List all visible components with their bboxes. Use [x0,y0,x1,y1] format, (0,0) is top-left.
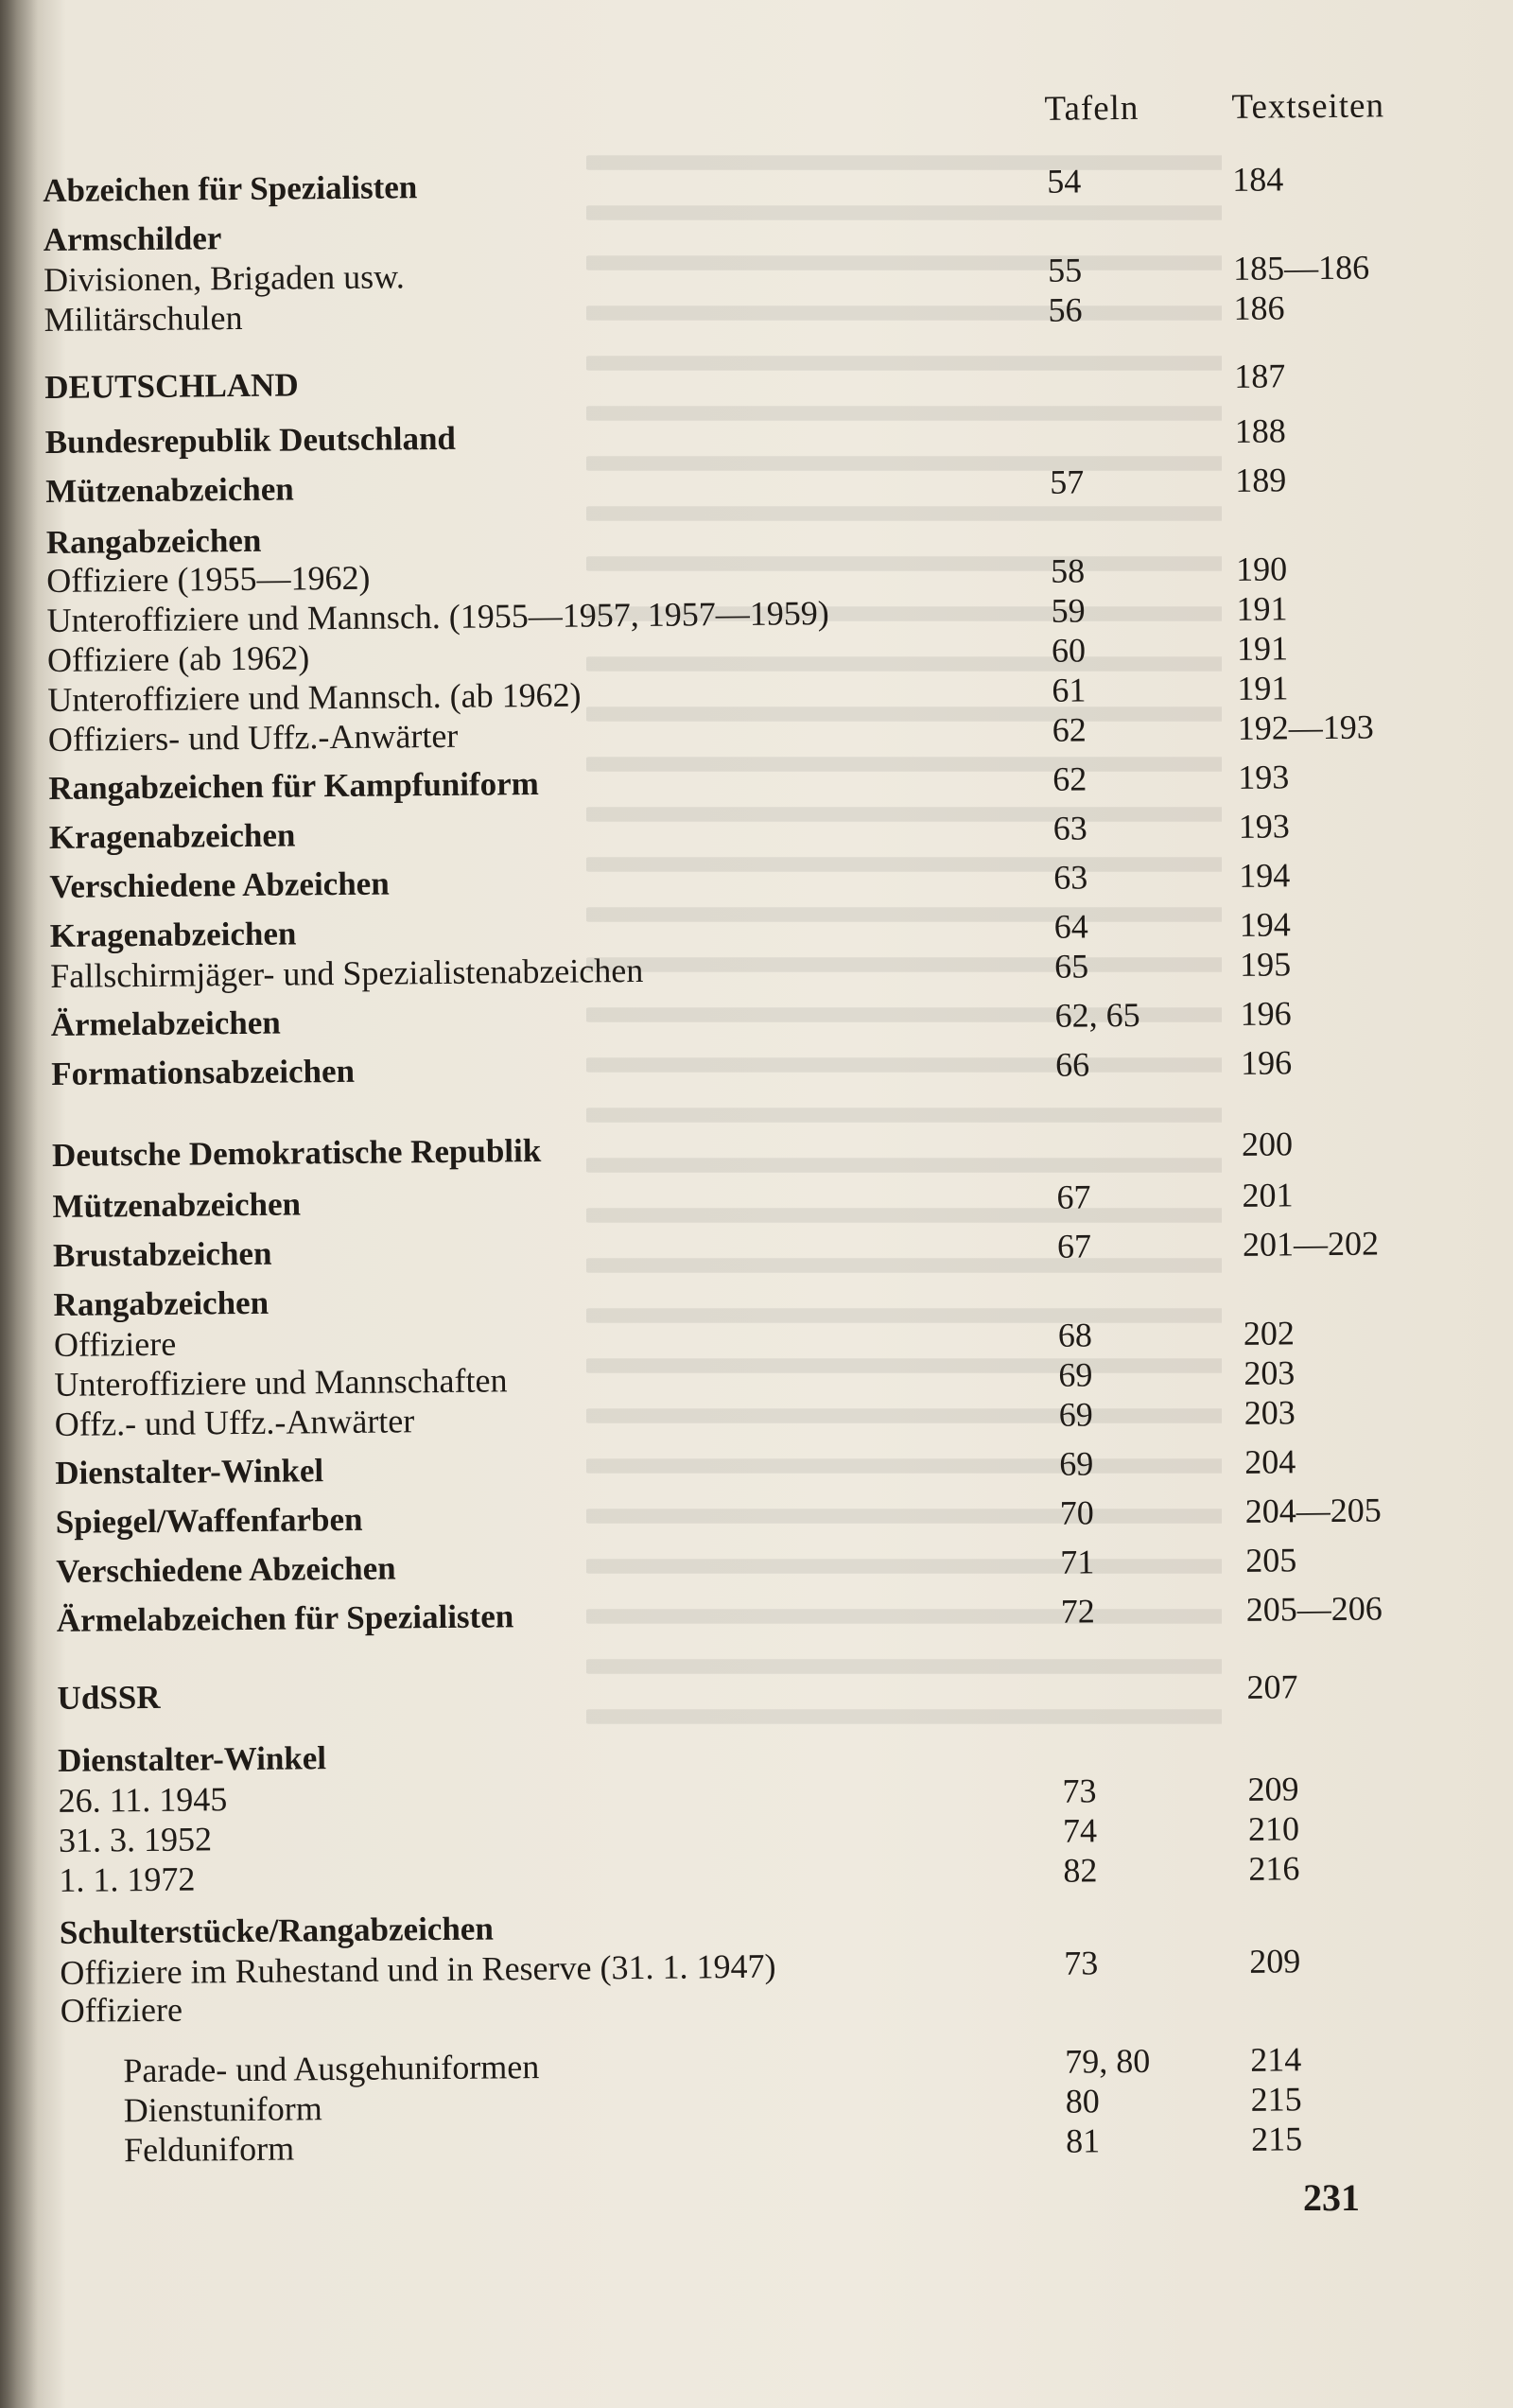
entry-textseiten: 202 [1243,1314,1296,1352]
entry-label: 31. 3. 1952 [58,1820,213,1859]
entry-label: Kragenabzeichen [48,816,296,856]
entry-label: Mützenabzeichen [52,1185,302,1225]
entry-label: Ärmelabzeichen für Spezialisten [56,1597,514,1639]
entry-textseiten: 215 [1250,2120,1303,2158]
entry-tafeln: 66 [1054,1045,1090,1084]
index-entry [56,1538,1436,1593]
entry-textseiten: 191 [1236,629,1289,668]
book-gutter-shadow [0,0,38,2408]
entry-textseiten: 189 [1235,461,1287,499]
entry-label: Offiziere (1955—1962) [46,558,371,600]
entry-tafeln: 69 [1058,1395,1093,1434]
entry-textseiten: 204 [1244,1442,1296,1481]
column-header-textseiten: Textseiten [1231,86,1385,127]
entry-label: Kragenabzeichen [49,915,297,954]
entry-tafeln: 70 [1059,1493,1094,1532]
entry-tafeln: 62 [1052,759,1087,798]
index-entry [48,755,1429,810]
entry-textseiten: 191 [1236,589,1288,628]
entry-textseiten: 209 [1247,1770,1299,1808]
index-entry [49,804,1430,859]
entry-textseiten: 188 [1234,411,1286,450]
index-entry [55,1440,1435,1494]
entry-label: Parade- und Ausgehuniformen [123,2048,540,2090]
entry-textseiten: 201 [1242,1176,1294,1214]
entry-label: Ärmelabzeichen [50,1003,281,1043]
entry-label: Offiziere (ab 1962) [46,638,310,679]
entry-label: DEUTSCHLAND [44,366,299,406]
index-entry [51,991,1432,1046]
entry-textseiten: 204—205 [1244,1491,1382,1530]
entry-label: Divisionen, Brigaden usw. [43,257,405,299]
entry-label: Offiziers- und Uffz.-Anwärter [47,716,459,759]
entry-tafeln: 55 [1047,251,1083,289]
entry-textseiten: 201—202 [1242,1224,1380,1264]
index-entry [44,354,1425,409]
index-entry [51,1040,1432,1095]
entry-label: 26. 11. 1945 [58,1780,228,1820]
entry-tafeln: 62 [1052,710,1087,749]
entry-label: Rangabzeichen für Kampfuniform [48,764,540,807]
entry-label: Abzeichen für Spezialisten [43,168,418,209]
entry-tafeln: 58 [1050,551,1086,590]
entry-label: Dienstalter-Winkel [55,1452,324,1492]
entry-tafeln: 62, 65 [1054,995,1140,1035]
entry-label: Offiziere im Ruhestand und in Reserve (31. 1. 1947) [60,1946,776,1992]
entry-textseiten: 203 [1243,1353,1296,1392]
index-content [42,53,1443,2279]
entry-textseiten: 186 [1233,288,1285,327]
entry-textseiten: 209 [1249,1942,1301,1980]
entry-label: Bundesrepublik Deutschland [44,419,457,461]
entry-tafeln: 74 [1062,1811,1098,1850]
entry-tafeln: 63 [1053,858,1088,897]
index-entry [53,1222,1434,1277]
index-entry [43,157,1423,212]
entry-label: Unteroffiziere und Mannschaften [54,1361,508,1404]
entry-textseiten: 215 [1250,2080,1302,2119]
index-entry [57,1587,1437,1642]
entry-textseiten: 207 [1246,1667,1298,1706]
entry-label: Offiziere [53,1324,177,1364]
index-entry [45,409,1426,463]
entry-textseiten: 193 [1238,758,1290,796]
entry-label: 1. 1. 1972 [59,1859,196,1899]
entry-label: Rangabzeichen [53,1283,270,1323]
entry-textseiten: 185—186 [1232,248,1370,288]
entry-tafeln: 63 [1052,809,1087,847]
entry-tafeln: 69 [1059,1444,1094,1483]
entry-label: Formationsabzeichen [51,1052,356,1092]
entry-label: Verschiedene Abzeichen [49,864,390,905]
entry-tafeln: 65 [1053,947,1089,986]
entry-tafeln: 54 [1047,162,1082,201]
entry-tafeln: 69 [1058,1355,1093,1394]
entry-tafeln: 71 [1060,1543,1095,1581]
entry-label: Felduniform [123,2129,295,2170]
entry-label: Dienstalter-Winkel [58,1739,327,1779]
entry-textseiten: 193 [1238,807,1290,846]
entry-tafeln: 59 [1051,591,1086,630]
index-entry [52,1122,1433,1177]
entry-textseiten: 205 [1245,1541,1297,1579]
index-entry [57,1665,1437,1719]
page-number: 231 [1303,2176,1360,2219]
entry-tafeln: 79, 80 [1065,2041,1151,2081]
entry-tafeln: 82 [1063,1851,1098,1890]
entry-tafeln: 72 [1060,1592,1095,1631]
entry-tafeln: 68 [1057,1316,1093,1354]
entry-label: Offiziere [60,1990,183,2030]
entry-textseiten: 200 [1241,1125,1294,1163]
entry-textseiten: 194 [1239,856,1291,895]
entry-label: Fallschirmjäger- und Spezialistenabzeichen [50,951,644,995]
entry-label: Mützenabzeichen [45,470,294,510]
entry-tafeln: 61 [1052,671,1087,709]
entry-tafeln: 56 [1048,290,1083,329]
entry-tafeln: 73 [1064,1944,1099,1982]
entry-tafeln: 64 [1053,907,1088,946]
entry-tafeln: 57 [1050,462,1085,501]
column-header-tafeln: Tafeln [1044,88,1139,129]
index-entry [49,853,1430,908]
entry-textseiten: 195 [1239,945,1292,984]
entry-label: Brustabzeichen [52,1234,272,1274]
entry-label: Schulterstücke/Rangabzeichen [59,1910,495,1951]
entry-textseiten: 205—206 [1245,1589,1383,1629]
entry-textseiten: 196 [1240,994,1292,1033]
entry-textseiten: 194 [1239,905,1291,944]
entry-tafeln: 81 [1065,2121,1101,2160]
entry-label: Militärschulen [43,298,243,339]
entry-textseiten: 210 [1247,1809,1300,1848]
entry-tafeln: 67 [1056,1178,1091,1216]
entry-textseiten: 191 [1237,669,1289,707]
entry-label: Spiegel/Waffenfarben [55,1500,363,1541]
entry-tafeln: 73 [1062,1771,1097,1810]
entry-tafeln: 67 [1056,1227,1092,1265]
entry-tafeln: 80 [1065,2082,1100,2120]
entry-textseiten: 187 [1234,357,1286,395]
entry-label: Deutsche Demokratische Republik [51,1131,542,1174]
index-entry [52,1173,1433,1228]
entry-textseiten: 184 [1232,160,1284,199]
entry-label: UdSSR [57,1678,161,1717]
entry-tafeln: 60 [1051,631,1087,670]
entry-textseiten: 214 [1250,2040,1302,2079]
entry-textseiten: 196 [1240,1043,1293,1082]
entry-textseiten: 190 [1235,550,1288,588]
index-entry [45,458,1426,513]
entry-label: Unteroffiziere und Mannsch. (ab 1962) [47,675,582,719]
index-entry [56,1489,1436,1544]
entry-label: Unteroffiziere und Mannsch. (1955—1957, 1957—1959) [46,594,829,639]
entry-textseiten: 216 [1248,1849,1300,1888]
entry-label: Dienstuniform [123,2089,322,2130]
entry-label: Rangabzeichen [45,521,262,561]
entry-textseiten: 203 [1243,1393,1296,1432]
entry-label: Offz.- und Uffz.-Anwärter [54,1402,415,1443]
entry-label: Verschiedene Abzeichen [56,1549,396,1590]
entry-label: Armschilder [43,219,222,258]
entry-textseiten: 192—193 [1237,707,1374,747]
